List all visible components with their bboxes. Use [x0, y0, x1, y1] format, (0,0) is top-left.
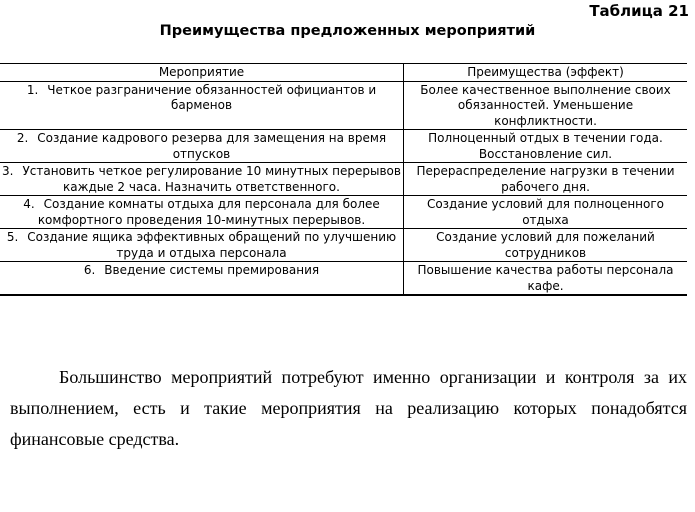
measure-cell — [0, 196, 404, 229]
measures-table — [0, 63, 687, 296]
table-row — [0, 262, 687, 296]
item-number: 4. — [23, 197, 35, 211]
table-number: Таблица 21 — [589, 2, 689, 20]
measure-text: Создание ящика эффективных обращений по улучшению труда и отдыха персонала — [27, 230, 397, 260]
item-number: 5. — [6, 230, 19, 244]
effect-cell: Повышение качества работы персонала кафе. — [417, 263, 674, 293]
item-number: 6. — [83, 263, 96, 277]
header-effect: Преимущества (эффект) — [467, 65, 624, 79]
table-row — [0, 229, 687, 262]
item-number: 1. — [26, 82, 39, 97]
item-number: 3. — [2, 164, 14, 178]
measure-cell — [0, 81, 404, 130]
measure-text: Создание комнаты отдыха для персонала для более комфортного проведения 10-минутных перерывов. — [37, 197, 380, 227]
item-number: 2. — [16, 131, 29, 145]
effect-cell: Более качественное выполнение своих обязанностей. Уменьшение конфликтности. — [420, 82, 671, 128]
measure-text: Введение системы премирования — [104, 263, 320, 277]
table-row — [0, 130, 687, 163]
table-title: Преимущества предложенных мероприятий — [159, 23, 536, 39]
table-row — [0, 196, 687, 229]
measure-cell — [0, 262, 404, 296]
table-row — [0, 163, 687, 196]
effect-cell: Перераспределение нагрузки в течении рабочего дня. — [416, 164, 675, 194]
measure-cell — [0, 130, 404, 163]
measure-text: Четкое разграничение обязанностей официантов и барменов — [47, 82, 377, 112]
table-header-row — [0, 64, 687, 82]
effect-cell: Полноценный отдых в течении года. Восстановление сил. — [428, 131, 663, 161]
measure-text: Создание кадрового резерва для замещения на время отпусков — [37, 131, 387, 161]
effect-cell: Создание условий для полноценного отдыха — [426, 197, 665, 227]
table-row — [0, 81, 687, 130]
measure-cell — [0, 163, 404, 196]
measure-cell — [0, 229, 404, 262]
effect-cell: Создание условий для пожеланий сотрудников — [436, 230, 655, 260]
header-measure: Мероприятие — [0, 64, 404, 82]
measure-text: Установить четкое регулирование 10 минутных перерывов каждые 2 часа. Назначить ответственного. — [22, 164, 401, 194]
body-paragraph: Большинство мероприятий потребуют именно организации и контроля за их выполнением, есть и такие мероприятия на реализацию которых понадобятся финансовые средства. — [10, 367, 687, 449]
